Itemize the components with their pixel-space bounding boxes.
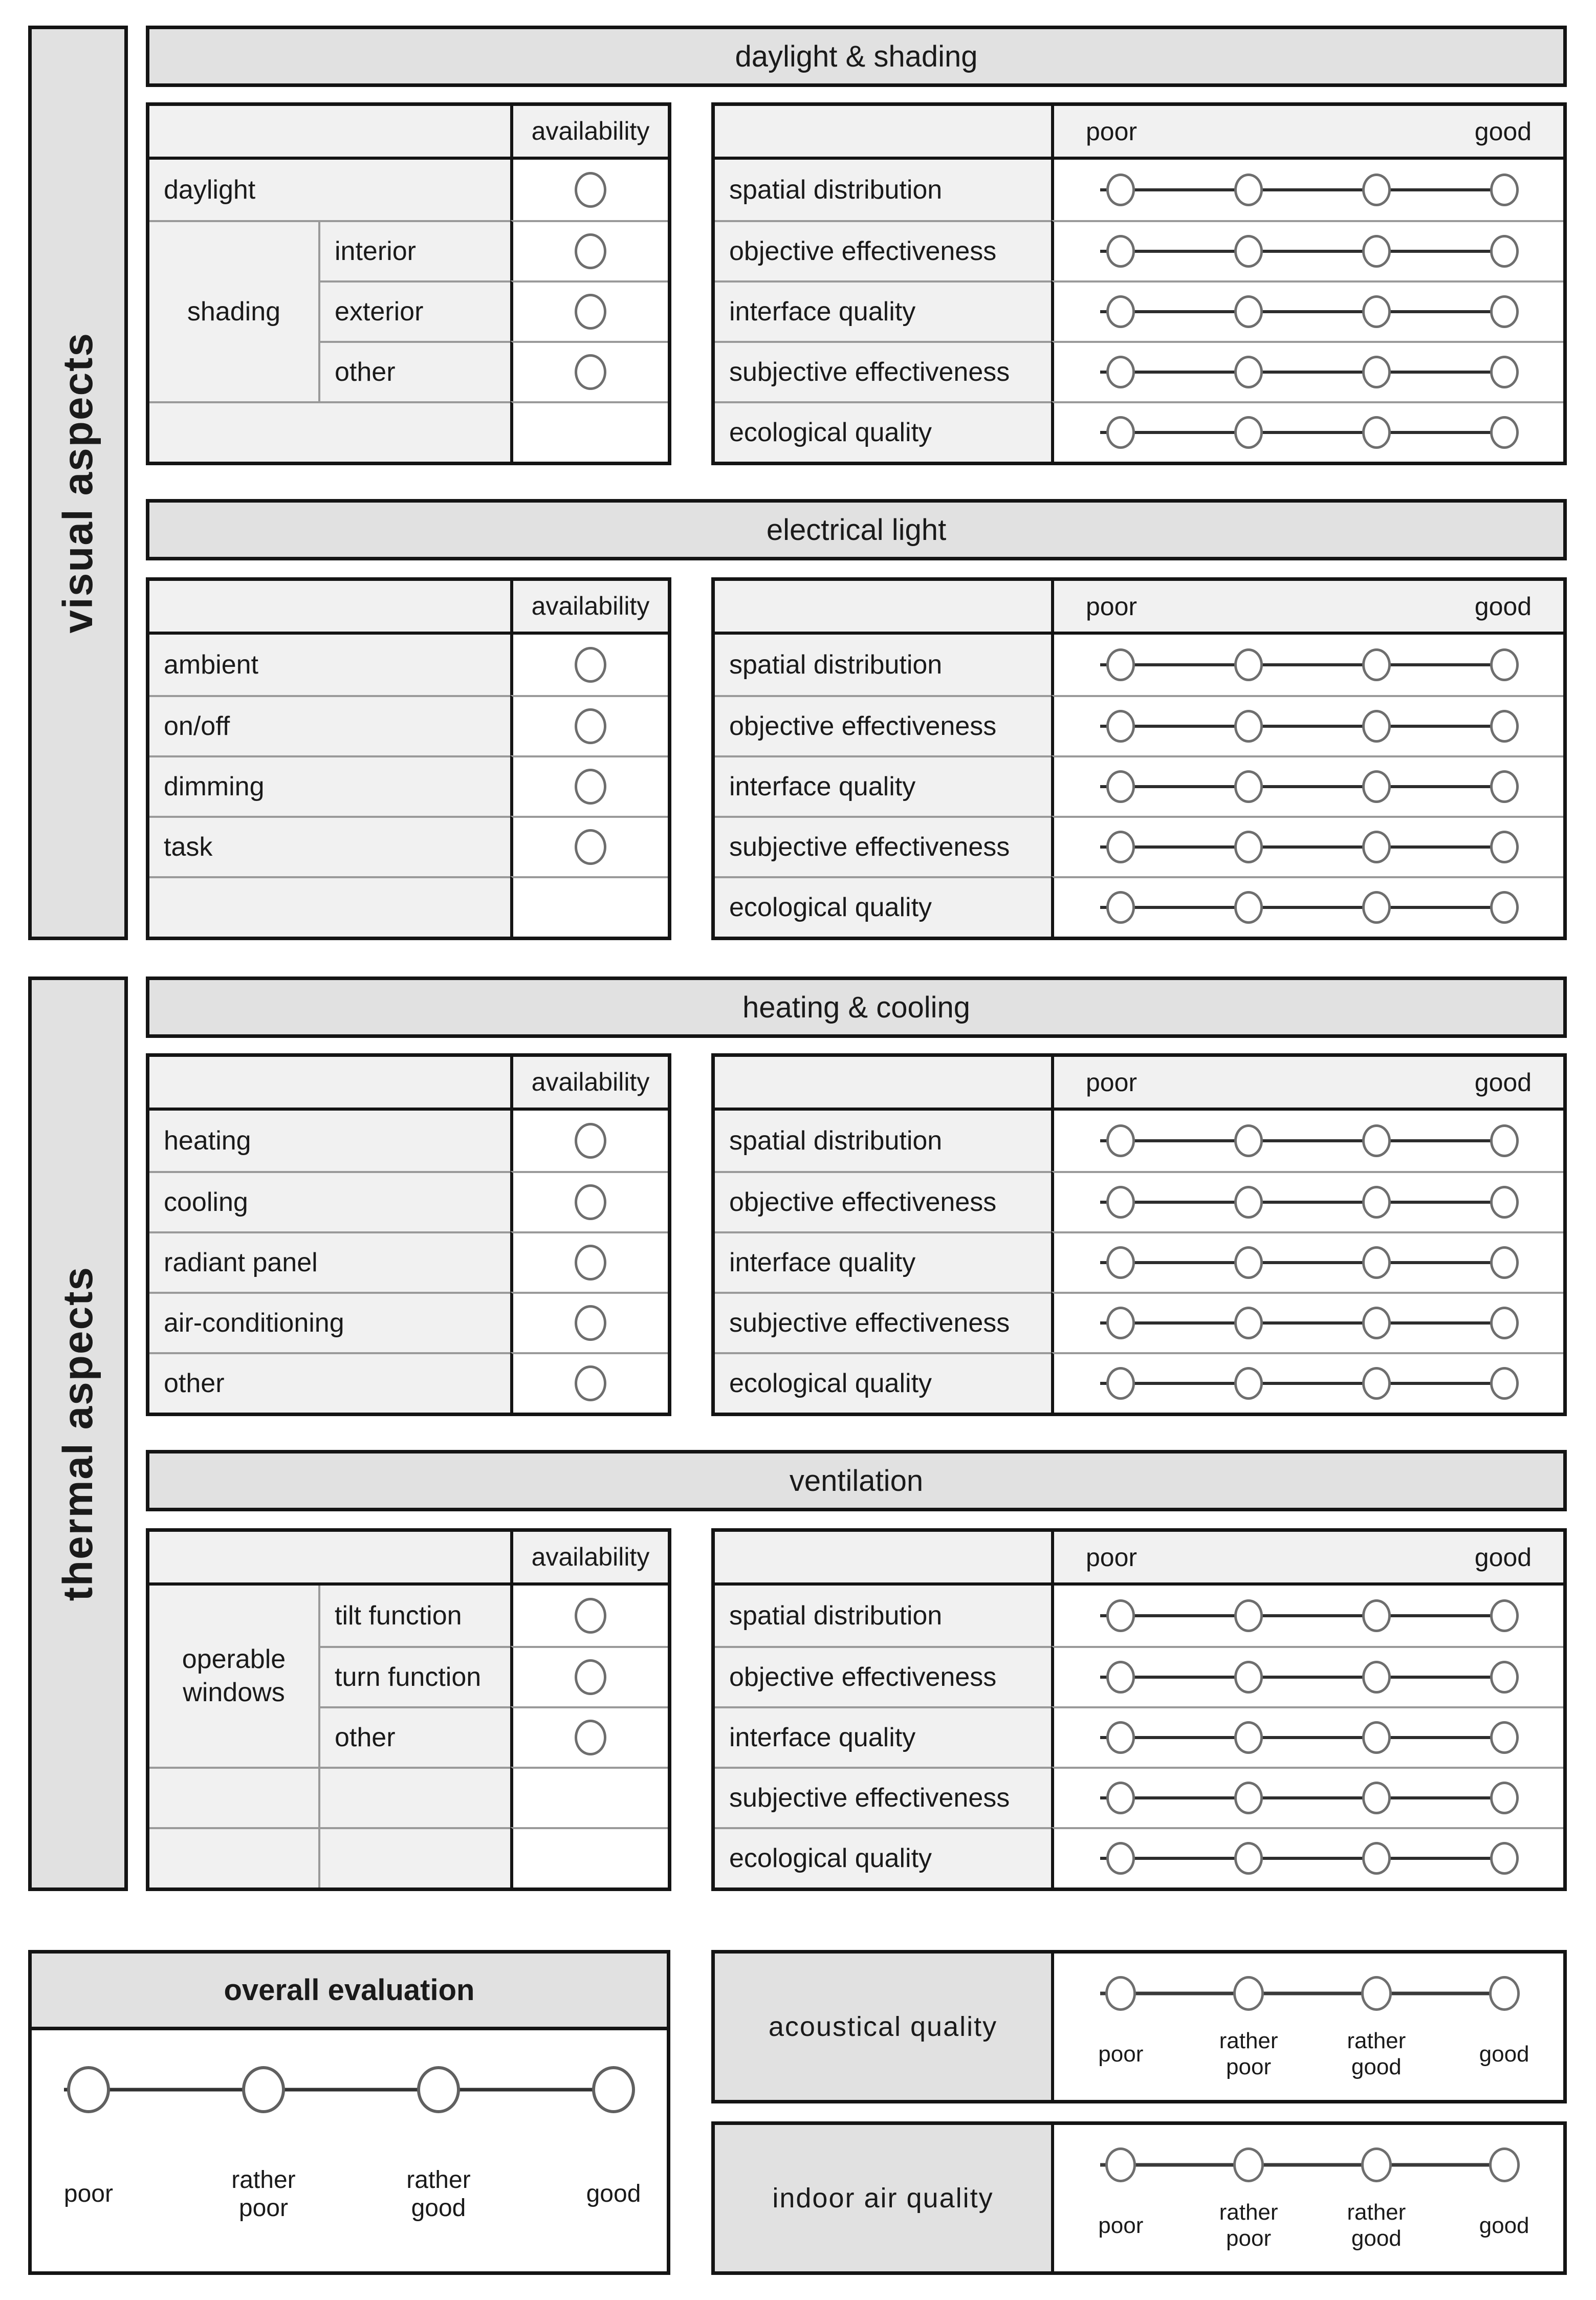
scale-label-poor: poor (1098, 2212, 1144, 2238)
empty-row-cell (318, 1767, 510, 1827)
rating-point-4[interactable] (1490, 1599, 1519, 1632)
rating-track (1054, 757, 1563, 816)
rating-scale-cell (1051, 1706, 1563, 1767)
availability-cell (510, 1586, 668, 1646)
availability-radio[interactable] (575, 1659, 606, 1695)
scale-line (1100, 1614, 1504, 1617)
rating-point-1[interactable] (1105, 2147, 1136, 2182)
rating-point-2[interactable] (1234, 356, 1263, 388)
empty-row-cell (149, 1827, 318, 1887)
sidebar-visual-aspects-label: visual aspects (54, 332, 101, 634)
criterion-label: objective effectiveness (715, 695, 1051, 755)
scale-label-rather-poor: rather poor (231, 2166, 296, 2222)
empty-availability-cell (510, 876, 668, 937)
scale-label-rather-poor: rather poor (1219, 2028, 1278, 2079)
rating-point-1[interactable] (1106, 1782, 1135, 1814)
rating-table-daylight-shading (711, 102, 1567, 465)
rating-scale-cell (1051, 1352, 1563, 1413)
rating-point-1[interactable] (1106, 1367, 1135, 1400)
rating-track (32, 2066, 667, 2113)
rating-track (1054, 1173, 1563, 1231)
section-header-heating-cooling (146, 977, 1567, 1038)
overall-evaluation-title: overall evaluation (224, 1973, 475, 2007)
table-corner-cell (715, 1532, 1051, 1586)
rating-point-3[interactable] (1362, 891, 1391, 924)
availability-cell (510, 1352, 668, 1413)
scale-label-good: good (1479, 2041, 1529, 2067)
rating-track (1054, 697, 1563, 755)
empty-row-cell (149, 1767, 318, 1827)
scale-header-poor: poor (1086, 117, 1138, 146)
row-label-other: other (318, 341, 510, 401)
scale-header: poor good (1051, 1532, 1563, 1586)
rating-point-4[interactable] (1490, 235, 1519, 268)
rating-point-4[interactable] (1490, 648, 1519, 681)
rating-point-2[interactable] (1234, 648, 1263, 681)
scale-line (1100, 1992, 1504, 1995)
rating-point-3[interactable] (1362, 1186, 1391, 1219)
scale-line (64, 2088, 614, 2092)
availability-radio[interactable] (575, 1123, 606, 1159)
scale-label-poor: poor (1098, 2041, 1144, 2067)
rating-point-2[interactable] (1233, 1976, 1264, 2011)
rating-point-3[interactable] (1362, 1246, 1391, 1279)
criterion-label: subjective effectiveness (715, 1767, 1051, 1827)
rating-track (1054, 1233, 1563, 1292)
rating-point-3[interactable] (1362, 831, 1391, 863)
table-corner-cell (149, 581, 510, 635)
rating-track (1054, 1354, 1563, 1413)
rating-track (1054, 2146, 1563, 2183)
rating-point-1[interactable] (1106, 1186, 1135, 1219)
scale-line (1100, 188, 1504, 191)
rating-point-4[interactable] (1490, 1782, 1519, 1814)
rating-point-4[interactable] (1490, 831, 1519, 863)
criterion-label: objective effectiveness (715, 220, 1051, 280)
criterion-label: spatial distribution (715, 160, 1051, 220)
empty-row-cell (149, 401, 510, 462)
rating-point-1[interactable] (1106, 891, 1135, 924)
criterion-label: subjective effectiveness (715, 816, 1051, 876)
rating-point-2[interactable] (1234, 416, 1263, 449)
rating-point-3[interactable] (1362, 356, 1391, 388)
rating-point-4[interactable] (592, 2066, 635, 2113)
rating-point-1[interactable] (1106, 1842, 1135, 1875)
rating-point-4[interactable] (1490, 710, 1519, 743)
group-label-shading: shading (149, 220, 318, 401)
rating-point-2[interactable] (1234, 891, 1263, 924)
rating-track (1054, 1586, 1563, 1646)
availability-column-header: availability (510, 581, 668, 635)
rating-point-3[interactable] (1362, 770, 1391, 803)
table-corner-cell (715, 581, 1051, 635)
rating-scale-cell (1051, 220, 1563, 280)
rating-point-4[interactable] (1490, 1842, 1519, 1875)
rating-point-4[interactable] (1490, 173, 1519, 206)
rating-point-1[interactable] (1106, 710, 1135, 743)
scale-line (1100, 906, 1504, 909)
rating-point-2[interactable] (1234, 1782, 1263, 1814)
rating-point-1[interactable] (1106, 1124, 1135, 1157)
availability-radio[interactable] (575, 172, 606, 208)
rating-scale-cell (1051, 341, 1563, 401)
rating-point-2[interactable] (1234, 1246, 1263, 1279)
rating-point-2[interactable] (1234, 710, 1263, 743)
rating-point-1[interactable] (67, 2066, 110, 2113)
table-corner-cell (715, 106, 1051, 160)
scale-line (1100, 1261, 1504, 1264)
rating-point-1[interactable] (1106, 648, 1135, 681)
rating-point-1[interactable] (1106, 770, 1135, 803)
acoustical-quality-label: acoustical quality (715, 1954, 1051, 2100)
rating-point-1[interactable] (1106, 235, 1135, 268)
scale-line (1100, 1201, 1504, 1204)
rating-scale-cell (1051, 1111, 1563, 1171)
table-corner-cell (149, 1532, 510, 1586)
availability-cell (510, 816, 668, 876)
scale-label-poor: poor (63, 2180, 113, 2208)
availability-table-ventilation (146, 1528, 671, 1891)
rating-point-2[interactable] (1234, 1721, 1263, 1754)
rating-point-2[interactable] (1234, 770, 1263, 803)
rating-point-2[interactable] (242, 2066, 285, 2113)
scale-line (1100, 663, 1504, 666)
indoor-air-quality-scale (1051, 2125, 1563, 2271)
availability-radio[interactable] (575, 1305, 606, 1341)
availability-cell (510, 1111, 668, 1171)
row-label-onoff: on/off (149, 695, 510, 755)
scale-label-rather-good: rather good (406, 2166, 471, 2222)
scale-label-good: good (1479, 2212, 1529, 2238)
criterion-label: interface quality (715, 755, 1051, 816)
availability-cell (510, 341, 668, 401)
rating-track (1054, 635, 1563, 695)
rating-point-2[interactable] (1233, 2147, 1264, 2182)
acoustical-quality-box (711, 1950, 1567, 2103)
rating-point-3[interactable] (1362, 1842, 1391, 1875)
rating-point-2[interactable] (1234, 1842, 1263, 1875)
rating-point-1[interactable] (1106, 831, 1135, 863)
row-label-other: other (318, 1706, 510, 1767)
section-header-daylight-shading (146, 26, 1567, 87)
availability-cell (510, 1231, 668, 1292)
scale-line (1100, 1736, 1504, 1739)
criterion-label: spatial distribution (715, 1111, 1051, 1171)
rating-scale-cell (1051, 1231, 1563, 1292)
availability-column-header: availability (510, 1532, 668, 1586)
overall-evaluation-box (28, 1950, 670, 2275)
rating-scale-cell (1051, 1827, 1563, 1887)
criterion-label: subjective effectiveness (715, 1292, 1051, 1352)
rating-table-ventilation (711, 1528, 1567, 1891)
sidebar-visual-aspects (28, 26, 128, 940)
rating-point-1[interactable] (1106, 1661, 1135, 1694)
rating-track (1054, 1111, 1563, 1171)
rating-scale-cell (1051, 635, 1563, 695)
rating-point-3[interactable] (1362, 1782, 1391, 1814)
rating-point-3[interactable] (1361, 1976, 1392, 2011)
rating-point-3[interactable] (1361, 2147, 1392, 2182)
scale-label-good: good (586, 2180, 641, 2208)
scale-label-rather-poor: rather poor (1219, 2200, 1278, 2251)
rating-point-1[interactable] (1106, 1721, 1135, 1754)
scale-line (1100, 371, 1504, 374)
availability-radio[interactable] (575, 354, 606, 390)
availability-radio[interactable] (575, 647, 606, 683)
rating-point-2[interactable] (1234, 831, 1263, 863)
scale-line (1100, 310, 1504, 313)
rating-point-2[interactable] (1234, 173, 1263, 206)
rating-point-1[interactable] (1106, 356, 1135, 388)
overall-evaluation-scale (32, 2030, 667, 2271)
rating-track (1054, 1975, 1563, 2012)
rating-point-2[interactable] (1234, 1367, 1263, 1400)
rating-point-3[interactable] (1362, 1599, 1391, 1632)
rating-scale-cell (1051, 1767, 1563, 1827)
rating-scale-cell (1051, 1646, 1563, 1706)
availability-cell (510, 220, 668, 280)
row-label-cooling: cooling (149, 1171, 510, 1231)
rating-point-1[interactable] (1106, 1246, 1135, 1279)
rating-point-4[interactable] (1490, 891, 1519, 924)
rating-scale-cell (1051, 160, 1563, 220)
criterion-label: interface quality (715, 280, 1051, 341)
rating-point-4[interactable] (1490, 770, 1519, 803)
empty-row-cell (149, 876, 510, 937)
row-label-interior: interior (318, 220, 510, 280)
rating-point-3[interactable] (417, 2066, 460, 2113)
rating-point-4[interactable] (1490, 1124, 1519, 1157)
criterion-label: spatial distribution (715, 635, 1051, 695)
empty-availability-cell (510, 1827, 668, 1887)
row-label-air-conditioning: air-conditioning (149, 1292, 510, 1352)
scale-line (1100, 1382, 1504, 1385)
scale-line (1100, 1796, 1504, 1799)
rating-point-2[interactable] (1234, 1307, 1263, 1339)
rating-track (1054, 283, 1563, 341)
rating-point-4[interactable] (1490, 1661, 1519, 1694)
availability-radio[interactable] (575, 1720, 606, 1755)
availability-radio[interactable] (575, 769, 606, 805)
rating-point-4[interactable] (1490, 1367, 1519, 1400)
rating-point-4[interactable] (1490, 416, 1519, 449)
rating-track (1054, 1829, 1563, 1887)
row-label-turn-function: turn function (318, 1646, 510, 1706)
indoor-air-quality-label: indoor air quality (715, 2125, 1051, 2271)
scale-line (1100, 250, 1504, 253)
availability-radio[interactable] (575, 1598, 606, 1634)
criterion-label: subjective effectiveness (715, 341, 1051, 401)
availability-cell (510, 280, 668, 341)
availability-cell (510, 1646, 668, 1706)
rating-point-3[interactable] (1362, 1124, 1391, 1157)
rating-point-1[interactable] (1106, 1307, 1135, 1339)
availability-cell (510, 1171, 668, 1231)
scale-line (1100, 785, 1504, 788)
rating-track (1054, 1769, 1563, 1827)
rating-table-electrical-light (711, 577, 1567, 940)
availability-cell (510, 755, 668, 816)
scale-line (1100, 1321, 1504, 1325)
availability-cell (510, 1292, 668, 1352)
availability-cell (510, 1706, 668, 1767)
criterion-label: ecological quality (715, 1352, 1051, 1413)
rating-track (1054, 403, 1563, 462)
availability-radio[interactable] (575, 1245, 606, 1281)
rating-point-4[interactable] (1490, 295, 1519, 328)
rating-point-4[interactable] (1490, 1186, 1519, 1219)
criterion-label: objective effectiveness (715, 1171, 1051, 1231)
row-label-other: other (149, 1352, 510, 1413)
criterion-label: ecological quality (715, 401, 1051, 462)
scale-line (1100, 1139, 1504, 1142)
availability-cell (510, 635, 668, 695)
rating-track (1054, 878, 1563, 937)
rating-point-3[interactable] (1362, 1367, 1391, 1400)
scale-label-rather-good: rather good (1347, 2028, 1406, 2079)
rating-track (1054, 222, 1563, 280)
rating-scale-cell (1051, 1586, 1563, 1646)
row-label-ambient: ambient (149, 635, 510, 695)
table-corner-cell (149, 1057, 510, 1111)
availability-radio[interactable] (575, 233, 606, 269)
rating-point-3[interactable] (1362, 295, 1391, 328)
rating-track (1054, 1708, 1563, 1767)
rating-scale-cell (1051, 755, 1563, 816)
row-label-exterior: exterior (318, 280, 510, 341)
acoustical-quality-scale (1051, 1954, 1563, 2100)
rating-track (1054, 160, 1563, 220)
rating-table-heating-cooling (711, 1053, 1567, 1416)
availability-radio[interactable] (575, 294, 606, 330)
empty-availability-cell (510, 1767, 668, 1827)
section-title: ventilation (789, 1464, 924, 1498)
availability-cell (510, 695, 668, 755)
rating-point-2[interactable] (1234, 295, 1263, 328)
empty-row-cell (318, 1827, 510, 1887)
scale-line (1100, 725, 1504, 728)
scale-line (1100, 1676, 1504, 1679)
rating-point-2[interactable] (1234, 1661, 1263, 1694)
rating-point-2[interactable] (1234, 1186, 1263, 1219)
scale-header: poor good (1051, 581, 1563, 635)
rating-point-1[interactable] (1106, 295, 1135, 328)
empty-availability-cell (510, 401, 668, 462)
section-header-electrical-light (146, 499, 1567, 560)
rating-scale-cell (1051, 1171, 1563, 1231)
rating-point-1[interactable] (1105, 1976, 1136, 2011)
availability-table-heating-cooling (146, 1053, 671, 1416)
rating-scale-cell (1051, 695, 1563, 755)
table-corner-cell (715, 1057, 1051, 1111)
availability-radio[interactable] (575, 708, 606, 744)
rating-scale-cell (1051, 816, 1563, 876)
section-title: heating & cooling (742, 990, 970, 1024)
overall-evaluation-header (32, 1954, 667, 2030)
sidebar-thermal-aspects (28, 977, 128, 1891)
row-label-tilt-function: tilt function (318, 1586, 510, 1646)
rating-scale-cell (1051, 401, 1563, 462)
row-label-task: task (149, 816, 510, 876)
scale-line (1100, 2163, 1504, 2167)
rating-point-4[interactable] (1489, 1976, 1520, 2011)
criterion-label: spatial distribution (715, 1586, 1051, 1646)
availability-radio[interactable] (575, 829, 606, 865)
indoor-air-quality-box (711, 2121, 1567, 2275)
rating-point-4[interactable] (1490, 1721, 1519, 1754)
criterion-label: interface quality (715, 1706, 1051, 1767)
section-header-ventilation (146, 1450, 1567, 1511)
rating-point-4[interactable] (1490, 1246, 1519, 1279)
availability-column-header (510, 106, 668, 160)
rating-point-3[interactable] (1362, 416, 1391, 449)
scale-line (1100, 1857, 1504, 1860)
rating-point-3[interactable] (1362, 1661, 1391, 1694)
rating-point-1[interactable] (1106, 173, 1135, 206)
rating-point-4[interactable] (1490, 1307, 1519, 1339)
rating-point-3[interactable] (1362, 648, 1391, 681)
row-label-dimming: dimming (149, 755, 510, 816)
rating-scale-cell (1051, 876, 1563, 937)
availability-radio[interactable] (575, 1365, 606, 1401)
rating-scale-cell (1051, 1292, 1563, 1352)
rating-point-3[interactable] (1362, 1307, 1391, 1339)
row-label-radiant-panel: radiant panel (149, 1231, 510, 1292)
rating-point-1[interactable] (1106, 416, 1135, 449)
availability-radio[interactable] (575, 1184, 606, 1220)
section-title: daylight & shading (735, 39, 978, 73)
rating-point-4[interactable] (1490, 356, 1519, 388)
scale-line (1100, 431, 1504, 434)
rating-point-3[interactable] (1362, 710, 1391, 743)
scale-header (1051, 106, 1563, 160)
rating-scale-cell (1051, 280, 1563, 341)
sidebar-thermal-aspects-label: thermal aspects (54, 1266, 101, 1601)
rating-point-1[interactable] (1106, 1599, 1135, 1632)
availability-cell (510, 160, 668, 220)
rating-point-2[interactable] (1234, 235, 1263, 268)
row-label-heating: heating (149, 1111, 510, 1171)
availability-table-electrical-light (146, 577, 671, 940)
scale-label-rather-good: rather good (1347, 2200, 1406, 2251)
rating-point-3[interactable] (1362, 1721, 1391, 1754)
availability-column-header: availability (510, 1057, 668, 1111)
criterion-label: objective effectiveness (715, 1646, 1051, 1706)
scale-header-good: good (1474, 117, 1532, 146)
rating-point-3[interactable] (1362, 173, 1391, 206)
rating-track (1054, 818, 1563, 876)
criterion-label: ecological quality (715, 876, 1051, 937)
rating-point-2[interactable] (1234, 1124, 1263, 1157)
availability-table-daylight-shading (146, 102, 671, 465)
table-corner-cell (149, 106, 510, 160)
criterion-label: interface quality (715, 1231, 1051, 1292)
rating-track (1054, 1648, 1563, 1706)
rating-track (1054, 1294, 1563, 1352)
scale-header: poor good (1051, 1057, 1563, 1111)
availability-header-label: availability (531, 117, 650, 146)
group-label-operable-windows: operable windows (149, 1586, 318, 1767)
scale-line (1100, 845, 1504, 849)
rating-point-3[interactable] (1362, 235, 1391, 268)
rating-point-4[interactable] (1489, 2147, 1520, 2182)
rating-track (1054, 343, 1563, 401)
rating-point-2[interactable] (1234, 1599, 1263, 1632)
section-title: electrical light (766, 513, 947, 547)
row-label-daylight: daylight (149, 160, 510, 220)
criterion-label: ecological quality (715, 1827, 1051, 1887)
